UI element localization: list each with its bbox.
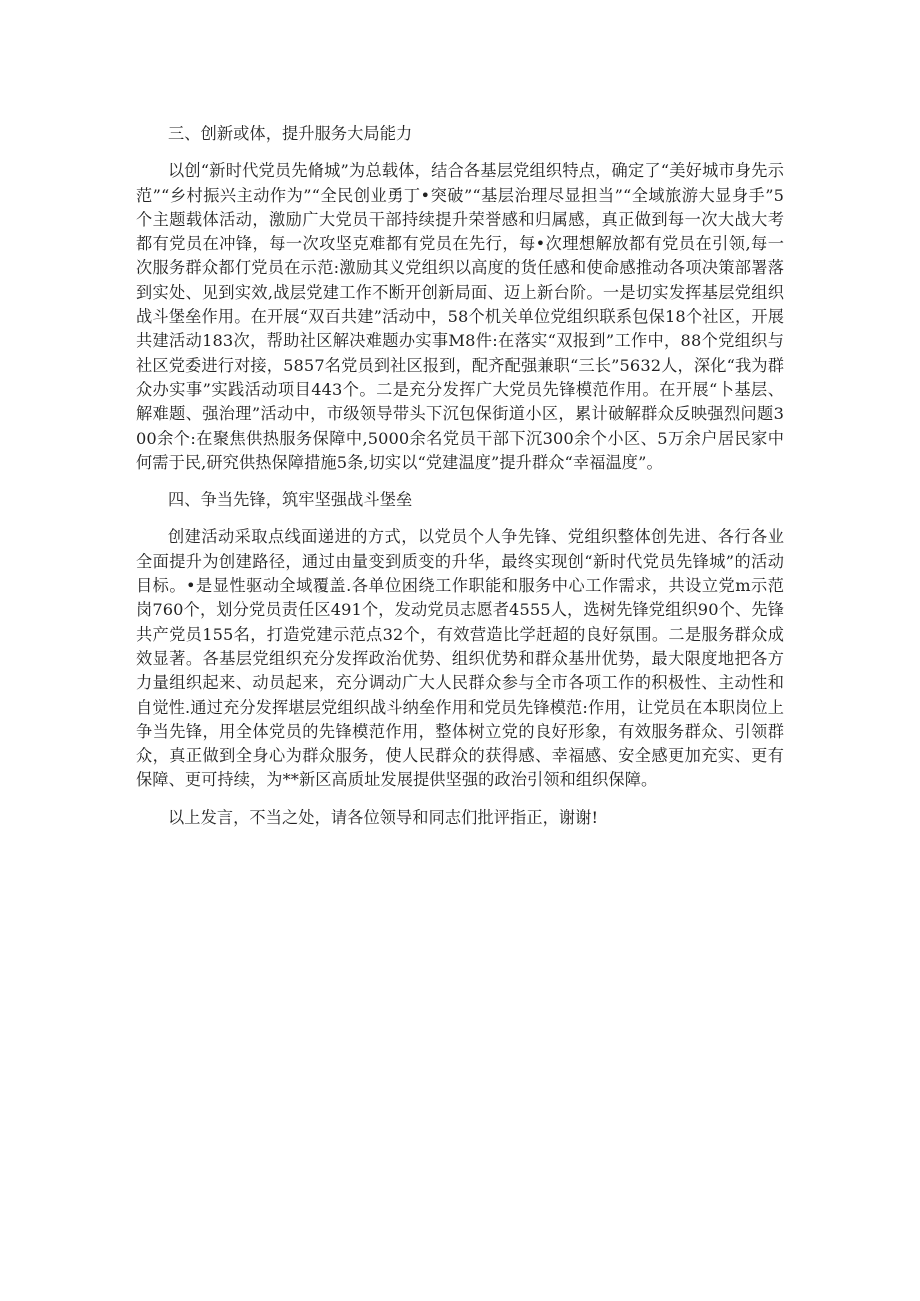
closing-remark: 以上发言，不当之处，请各位领导和同志们批评指正，谢谢!	[168, 807, 599, 827]
section-paragraph-4: 创建活动采取点线面递进的方式，以党员个人争先锋、党组织整体创先进、各行各业全面提升为创建路径，通过由量变到质变的升华，最终实现创“新时代党员先锋城”的活动目标。•是显性驱动全域覆盖.各单位困绕工作职能和服务中心工作需求，共设立党m示范岗760个，划分党员责任区491个，发动党员志愿者4555人，选树先锋党组织90个、先锋共产党员155名，打造党建示范点32个，有效营造比学赶超的良好氛围。二是服务群众成效显著。各基层党组织充分发挥政治优势、组织优势和群众基卅优势，最大限度地把各方力量组织起来、动员起来，充分调动广大人民群众参与全市各项工作的积极性、主动性和自觉性.通过充分发挥堪层党组织战斗纳垒作用和党员先锋模范:作用，让党员在本职岗位上争当先锋，用全体党员的先锋模范作用，整体树立党的良好形象，有效服务群众、引领群众，真正做到全身心为群众服务，使人民群众的获得感、幸福感、安全感更加充实、更有保障、更可持续，为**新区高质址发展提供坚强的政治引领和组织保障。	[136, 527, 784, 790]
section-heading-4: 四、争当先锋，筑牢坚强战斗堡垒	[168, 490, 413, 510]
section-paragraph-3: 以创“新时代党员先脩城”为总载体，结合各基层党组织特点，确定了“美好城市身先示范”“乡村振兴主动作为”“全民创业勇丁•突破”“基层治理尽显担当”“全域旅游大显身手”5个主题载体活动，激励广大党员干部持续提升荣誉感和归属感，真正做到每一次大战大考都有党员在冲锋，每一次攻坚克难都有党员在先行，每•次理想解放都有党员在引领,每一次服务群众都仃党员在示范:激励其义党组织以高度的货任感和使命感推动各项决策部署落到实处、见到实效,战层党建工作不断开创新局面、迈上新台阶。一是切实发挥基层党组织战斗堡垒作用。在开展“双百共建”活动中，58个机关单位党组织联系包保18个社区，开展共建活动183次，帮助社区解决难题办实事M8件:在落实“双报到”工作中，88个党组织与社区党委进行对接，5857名党员到社区报到，配齐配强兼职“三长”5632人，深化“我为群众办实事”实践活动项目443个。二是充分发挥广大党员先锋模范作用。在开展“卜基层、解难题、强治理”活动中，市级领导带头下沉包保街道小区，累计破解群众反映强烈问题300余个:在聚焦供热服务保障中,5000余名党员干部下沉300余个小区、5万余户居民家中何需于民,研究供热保障措施5条,切实以“党建温度”提升群众“幸福温度”。	[136, 161, 784, 472]
document-body	[136, 122, 784, 843]
section-heading-3: 三、创新或体，提升服务大局能力	[168, 124, 413, 143]
